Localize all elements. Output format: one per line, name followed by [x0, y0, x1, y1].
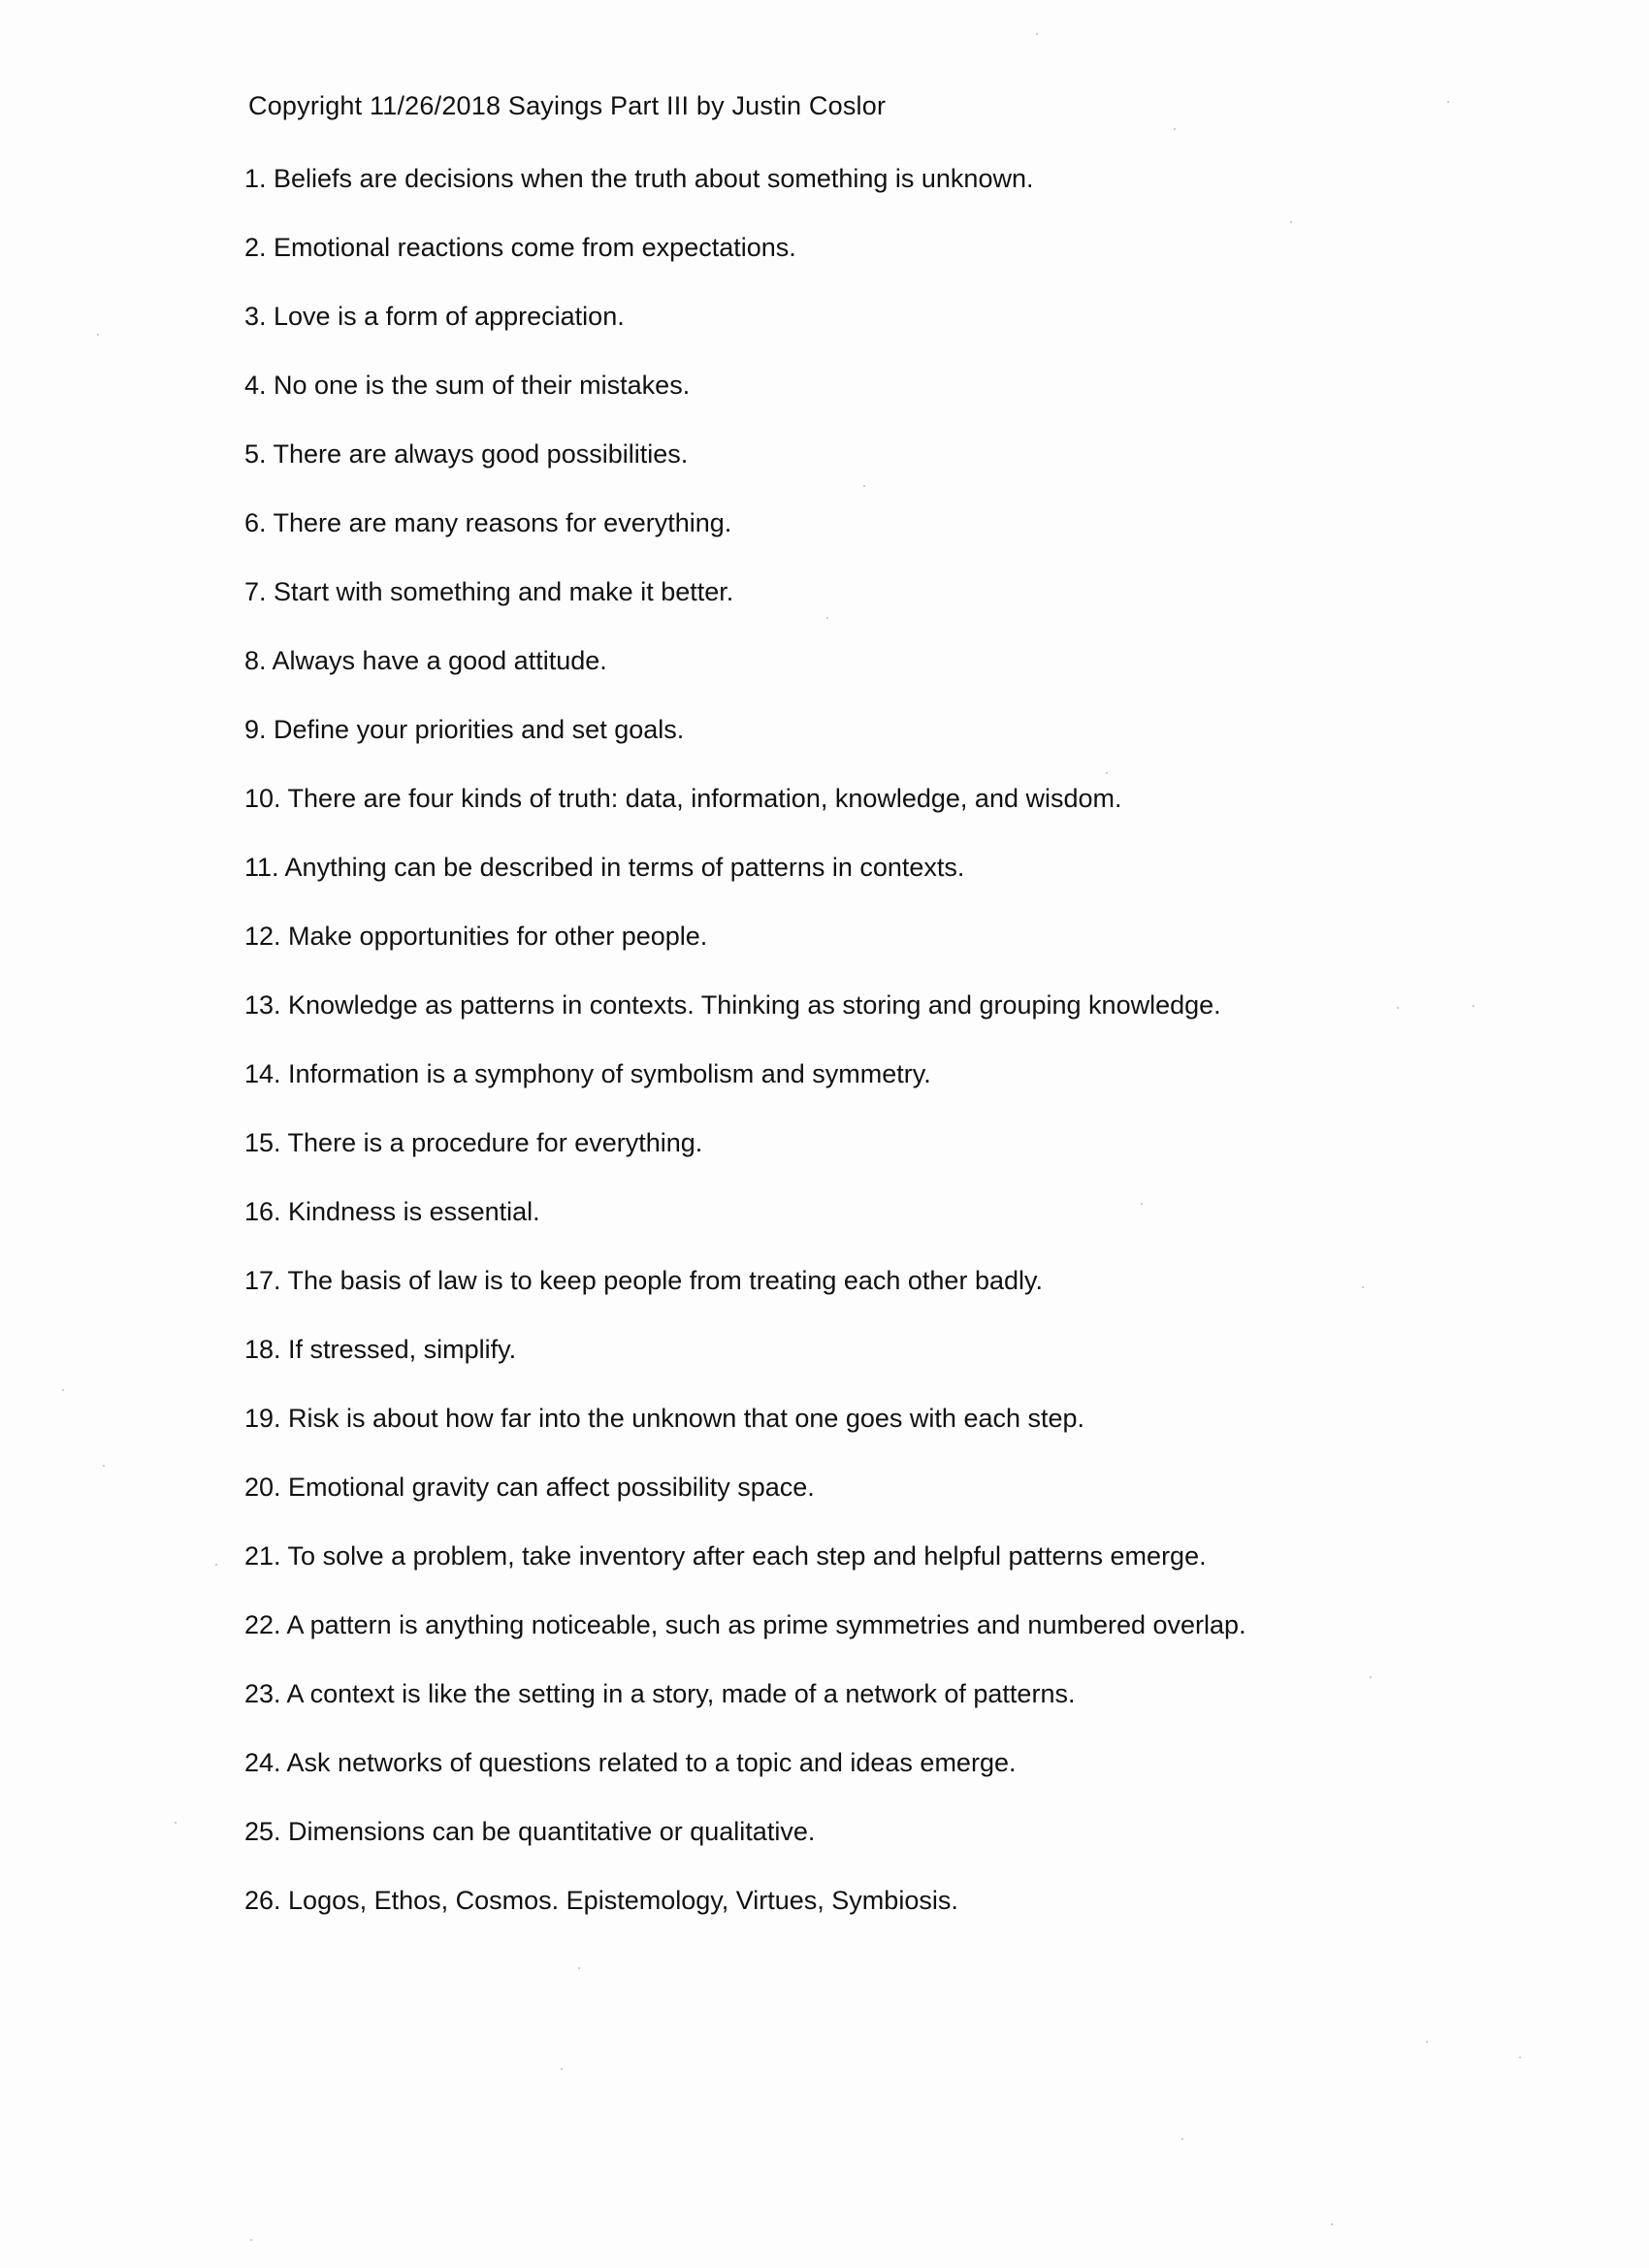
saying-item: 8. Always have a good attitude.: [244, 646, 607, 675]
saying-item: 14. Information is a symphony of symbolism and symmetry.: [244, 1059, 931, 1088]
saying-item: 7. Start with something and make it better.: [244, 577, 734, 606]
scan-speck: [215, 1564, 217, 1566]
saying-item: 11. Anything can be described in terms of patterns in contexts.: [244, 853, 965, 882]
saying-item: 2. Emotional reactions come from expectations.: [244, 233, 796, 262]
scan-speck: [175, 1822, 177, 1824]
saying-item: 18. If stressed, simplify.: [244, 1335, 517, 1364]
saying-item: 12. Make opportunities for other people.: [244, 922, 708, 951]
saying-item: 15. There is a procedure for everything.: [244, 1128, 703, 1157]
scan-speck: [62, 1389, 64, 1391]
scan-speck: [97, 334, 99, 336]
saying-item: 26. Logos, Ethos, Cosmos. Epistemology, Virtues, Symbiosis.: [244, 1886, 958, 1915]
sayings-list: [244, 0, 1583, 2268]
saying-item: 13. Knowledge as patterns in contexts. Thinking as storing and grouping knowledge.: [244, 990, 1221, 1020]
saying-item: 5. There are always good possibilities.: [244, 439, 689, 469]
scan-speck: [103, 1465, 105, 1467]
saying-item: 16. Kindness is essential.: [244, 1197, 540, 1226]
saying-item: 3. Love is a form of appreciation.: [244, 302, 625, 331]
saying-item: 23. A context is like the setting in a story, made of a network of patterns.: [244, 1679, 1076, 1708]
saying-item: 4. No one is the sum of their mistakes.: [244, 371, 691, 400]
copyright-header: Copyright 11/26/2018 Sayings Part III by Justin Coslor: [248, 91, 887, 120]
saying-item: 24. Ask networks of questions related to a topic and ideas emerge.: [244, 1748, 1017, 1777]
saying-item: 17. The basis of law is to keep people from treating each other badly.: [244, 1266, 1043, 1295]
saying-item: 19. Risk is about how far into the unknown that one goes with each step.: [244, 1404, 1085, 1433]
saying-item: 25. Dimensions can be quantitative or qualitative.: [244, 1817, 816, 1846]
saying-item: 9. Define your priorities and set goals.: [244, 715, 685, 744]
saying-item: 10. There are four kinds of truth: data, information, knowledge, and wisdom.: [244, 784, 1122, 813]
saying-item: 21. To solve a problem, take inventory after each step and helpful patterns emerge.: [244, 1541, 1207, 1571]
saying-item: 1. Beliefs are decisions when the truth about something is unknown.: [244, 164, 1034, 193]
saying-item: 6. There are many reasons for everything.: [244, 508, 732, 537]
saying-item: 22. A pattern is anything noticeable, such as prime symmetries and numbered overlap.: [244, 1610, 1246, 1639]
saying-item: 20. Emotional gravity can affect possibility space.: [244, 1473, 815, 1502]
